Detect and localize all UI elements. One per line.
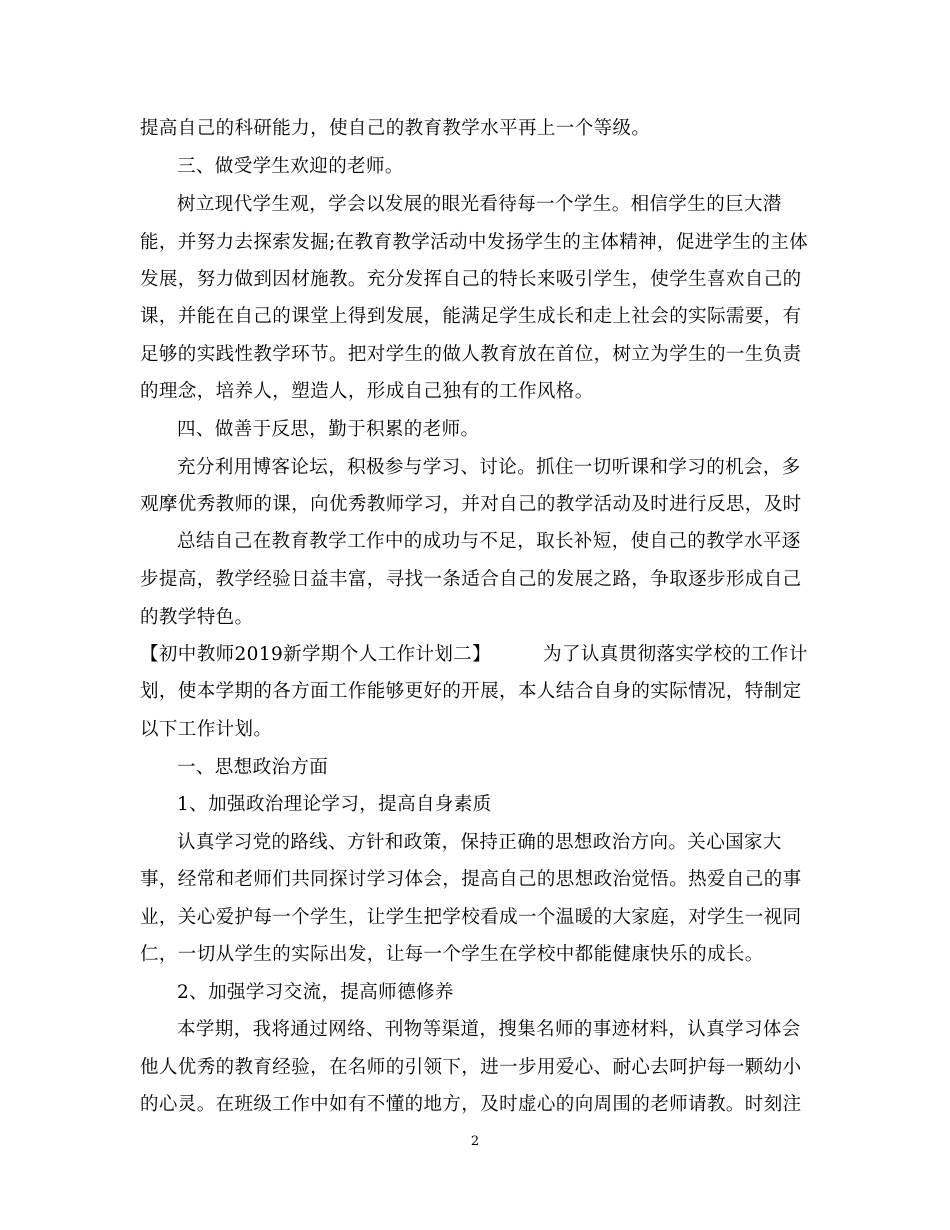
text-line: 的理念，培养人，塑造人，形成自己独有的工作风格。 [140,381,594,402]
text-line: 划，使本学期的各方面工作能够更好的开展，本人结合自身的实际情况，特制定 [140,681,802,702]
text-line: 他人优秀的教育经验，在名师的引领下，进一步用爱心、耐心去呵护每一颗幼小 [140,1057,802,1078]
text-line: 足够的实践性教学环节。把对学生的做人教育放在首位，树立为学生的一生负责 [140,344,802,365]
text-line: 树立现代学生观，学会以发展的眼光看待每一个学生。相信学生的巨大潜 [177,194,782,215]
title-line [140,643,808,667]
text-line: 以下工作计划。 [140,719,273,740]
text-line: 的教学特色。 [140,607,254,628]
text-line: 课，并能在自己的课堂上得到发展，能满足学生成长和走上社会的实际需要，有 [140,306,802,327]
section-heading: 四、做善于反思，勤于积累的老师。 [177,419,480,440]
subsection-heading: 2、加强学习交流，提高师德修养 [177,982,454,1003]
text-line: 的心灵。在班级工作中如有不懂的地方，及时虚心的向周围的老师请教。时刻注 [140,1094,802,1115]
section-heading: 一、思想政治方面 [177,757,329,778]
text-line: 事，经常和老师们共同探讨学习体会，提高自己的思想政治觉悟。热爱自己的事 [140,869,802,890]
text-line: 观摩优秀教师的课，向优秀教师学习，并对自己的教学活动及时进行反思，及时 [140,494,802,515]
section-heading: 三、做受学生欢迎的老师。 [177,156,404,177]
text-line: 认真学习党的路线、方针和政策，保持正确的思想政治方向。关心国家大 [177,832,782,853]
subsection-heading: 1、加强政治理论学习，提高自身素质 [177,794,492,815]
text-line: 总结自己在教育教学工作中的成功与不足，取长补短，使自己的教学水平逐 [177,531,801,552]
plan-title: 【初中教师2019新学期个人工作计划二】 [140,644,492,665]
text-line: 步提高，教学经验日益丰富，寻找一条适合自己的发展之路，争取逐步形成自己 [140,569,802,590]
page-number: 2 [470,1134,480,1149]
text-line: 发展，努力做到因材施教。充分发挥自己的特长来吸引学生，使学生喜欢自己的 [140,269,802,290]
text-line: 业，关心爱护每一个学生，让学生把学校看成一个温暖的大家庭，对学生一视同 [140,907,802,928]
text-line: 能，并努力去探索发掘;在教育教学活动中发扬学生的主体精神，促进学生的主体 [140,232,809,253]
text-line: 为了认真贯彻落实学校的工作计 [543,644,808,665]
text-line: 仁，一切从学生的实际出发，让每一个学生在学校中都能健康快乐的成长。 [140,944,764,965]
text-line: 充分利用博客论坛，积极参与学习、讨论。抓住一切听课和学习的机会，多 [177,457,801,478]
text-line: 本学期，我将通过网络、刊物等渠道，搜集名师的事迹材料，认真学习体会 [177,1019,801,1040]
text-line: 提高自己的科研能力，使自己的教育教学水平再上一个等级。 [140,118,651,139]
